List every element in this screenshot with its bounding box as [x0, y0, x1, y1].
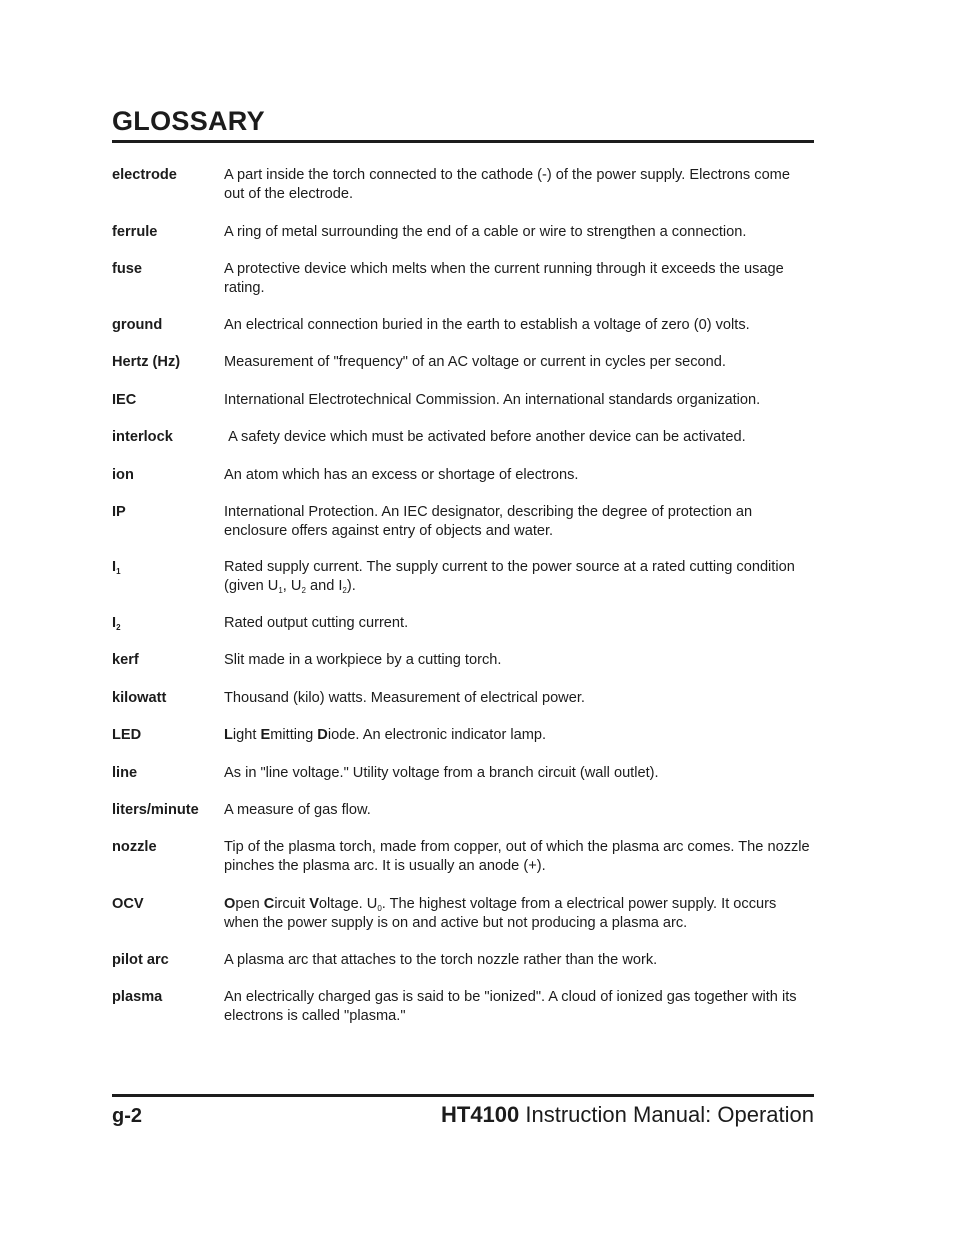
term-text: I	[112, 615, 117, 631]
def-bold-letter: C	[263, 896, 275, 912]
def-text: . The highest voltage from a electrical power supply. It occurs when the power supply is on and active but not producing a plasma arc.	[224, 896, 777, 931]
definition: An electrically charged gas is said to be "ionized". A cloud of ionized gas together with its electrons is called "plasma."	[224, 989, 797, 1024]
def-subscript: 2	[342, 586, 347, 595]
term-text: I	[112, 559, 117, 575]
definition: A plasma arc that attaches to the torch nozzle rather than the work.	[224, 952, 658, 968]
footer-rule	[112, 1094, 814, 1097]
definition: Slit made in a workpiece by a cutting torch.	[224, 652, 502, 668]
term: plasma	[112, 989, 163, 1005]
term-subscript: 1	[116, 567, 121, 576]
definition: Measurement of "frequency" of an AC voltage or current in cycles per second.	[224, 354, 726, 370]
def-subscript: 0	[377, 904, 382, 913]
manual-title	[441, 1102, 814, 1128]
definition: A protective device which melts when the current running through it exceeds the usage rating.	[224, 261, 784, 296]
def-text: mitting	[270, 727, 318, 743]
definition: As in "line voltage." Utility voltage from a branch circuit (wall outlet).	[224, 765, 659, 781]
def-text: and I	[305, 578, 343, 594]
definition: Rated output cutting current.	[224, 615, 409, 631]
term: pilot arc	[112, 952, 169, 968]
page-title: GLOSSARY	[112, 106, 265, 136]
definition: International Protection. An IEC designator, describing the degree of protection an enclosure offers against entry of objects and water.	[224, 504, 753, 539]
term: LED	[112, 727, 142, 743]
def-text: ight	[232, 727, 261, 743]
term: liters/minute	[112, 802, 199, 818]
term: IEC	[112, 392, 137, 408]
page-number: g-2	[112, 1105, 142, 1127]
definition: International Electrotechnical Commission. An international standards organization.	[224, 392, 761, 408]
definition: A measure of gas flow.	[224, 802, 371, 818]
title-rule	[112, 140, 814, 143]
definition	[224, 895, 814, 933]
def-subscript: 2	[301, 586, 306, 595]
term: fuse	[112, 261, 143, 277]
def-bold-letter: D	[317, 727, 328, 743]
definition: Tip of the plasma torch, made from copper, out of which the plasma arc comes. The nozzle pinches the plasma arc. It is usually an anode (+).	[224, 839, 810, 874]
definition: A safety device which must be activated before another device can be activated.	[224, 429, 746, 445]
model-name: HT4100	[441, 1102, 520, 1127]
term: Hertz (Hz)	[112, 354, 181, 370]
term: IP	[112, 504, 126, 520]
term: interlock	[112, 429, 173, 445]
def-subscript: 1	[278, 586, 283, 595]
def-text: iode. An electronic indicator lamp.	[327, 727, 547, 743]
def-text: Rated supply current. The supply current to the power source at a rated cutting condition (given U	[224, 559, 795, 594]
definition: An electrical connection buried in the earth to establish a voltage of zero (0) volts.	[224, 317, 750, 333]
term: kerf	[112, 652, 139, 668]
term: OCV	[112, 896, 144, 912]
definition: A ring of metal surrounding the end of a cable or wire to strengthen a connection.	[224, 224, 747, 240]
def-text: oltage. U	[318, 896, 378, 912]
term: line	[112, 765, 138, 781]
def-bold-letter: E	[260, 727, 271, 743]
def-text: , U	[282, 578, 302, 594]
def-text: ).	[346, 578, 356, 594]
manual-title-text: Instruction Manual: Operation	[519, 1102, 814, 1127]
term: ferrule	[112, 224, 158, 240]
term: kilowatt	[112, 690, 167, 706]
term-subscript: 2	[116, 623, 121, 632]
def-bold-letter: V	[309, 896, 319, 912]
definition	[224, 558, 814, 596]
definition	[224, 726, 814, 745]
definition: An atom which has an excess or shortage of electrons.	[224, 467, 579, 483]
definition: A part inside the torch connected to the cathode (-) of the power supply. Electrons come out of the electrode.	[224, 167, 790, 202]
def-text: pen	[235, 896, 264, 912]
term: ion	[112, 467, 134, 483]
term	[112, 614, 220, 633]
term: ground	[112, 317, 163, 333]
term	[112, 558, 220, 577]
term: nozzle	[112, 839, 157, 855]
def-bold-letter: L	[224, 727, 233, 743]
definition: Thousand (kilo) watts. Measurement of electrical power.	[224, 690, 585, 706]
term: electrode	[112, 167, 177, 183]
def-text: ircuit	[274, 896, 310, 912]
def-bold-letter: O	[224, 896, 236, 912]
